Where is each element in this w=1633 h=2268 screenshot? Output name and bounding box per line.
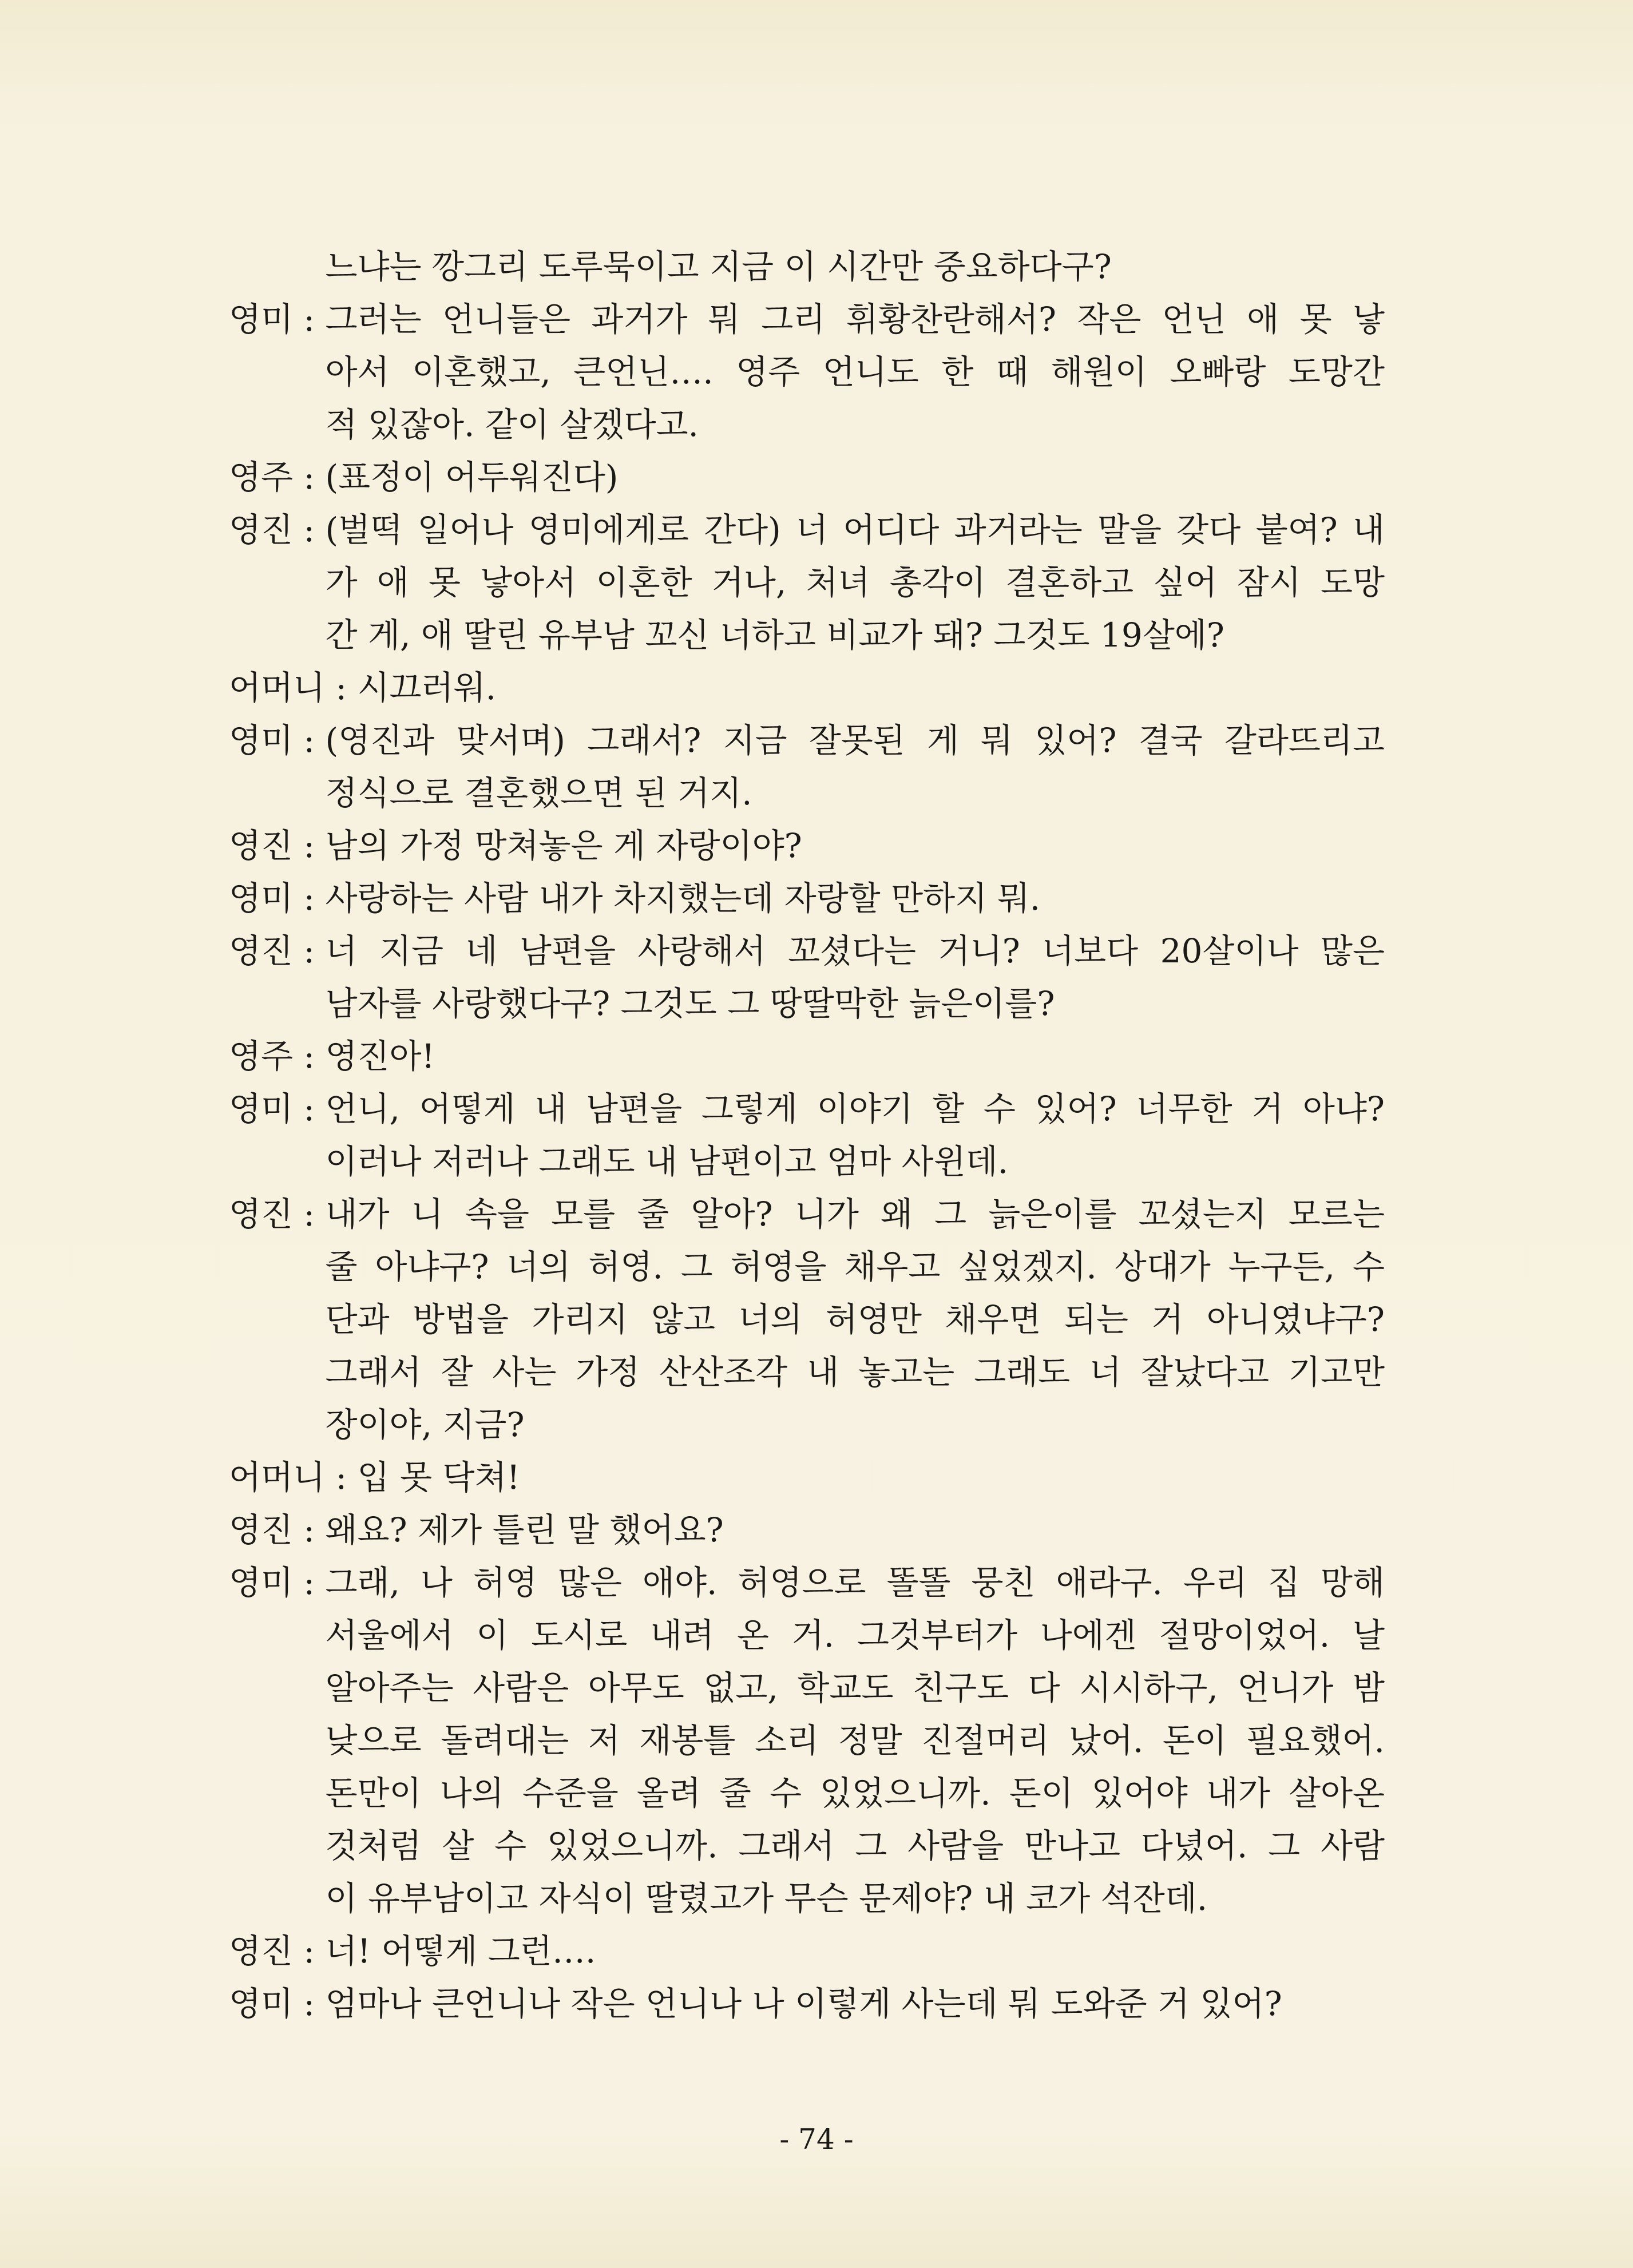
- dialogue-text: 사랑하는 사람 내가 차지했는데 자랑할 만하지 뭐.: [325, 879, 1041, 918]
- speaker-label: 영진 :: [229, 931, 326, 970]
- script-line: [229, 503, 1385, 556]
- dialogue-text: 아서 이혼했고, 큰언닌…. 영주 언니도 한 때 해원이 오빠랑 도망간: [325, 352, 1385, 391]
- speaker-label: 영진 :: [229, 510, 326, 549]
- script-line: [229, 1188, 1385, 1240]
- speaker-label: 어머니 :: [229, 1458, 358, 1497]
- dialogue-text: 언니, 어떻게 내 남편을 그렇게 이야기 할 수 있어? 너무한 거 아냐?: [325, 1089, 1385, 1128]
- dialogue-text: 그래서 잘 사는 가정 산산조각 내 놓고는 그래도 너 잘났다고 기고만: [325, 1353, 1385, 1391]
- dialogue-text: 적 있잖아. 같이 살겠다고.: [325, 405, 699, 444]
- dialogue-text: 영진아!: [325, 1037, 435, 1076]
- dialogue-text: 서울에서 이 도시로 내려 온 거. 그것부터가 나에겐 절망이었어. 날: [325, 1616, 1385, 1655]
- script-line: [229, 1451, 1385, 1504]
- script-line: [229, 1977, 1385, 2030]
- script-line: [229, 1872, 1385, 1925]
- script-line: [229, 819, 1385, 872]
- dialogue-text: 이러나 저러나 그래도 내 남편이고 엄마 사윈데.: [325, 1142, 1009, 1181]
- dialogue-text: 남자를 사랑했다구? 그것도 그 땅딸막한 늙은이를?: [325, 984, 1055, 1023]
- script-line: [229, 1714, 1385, 1767]
- script-line: [229, 767, 1385, 819]
- dialogue-text: 것처럼 살 수 있었으니까. 그래서 그 사람을 만나고 다녔어. 그 사람: [325, 1826, 1385, 1865]
- dialogue-text: 그래, 나 허영 많은 애야. 허영으로 똘똘 뭉친 애라구. 우리 집 망해: [325, 1563, 1385, 1602]
- dialogue-text: 장이야, 지금?: [325, 1405, 525, 1444]
- script-line: [229, 1609, 1385, 1662]
- dialogue-text: 남의 가정 망쳐놓은 게 자랑이야?: [325, 826, 802, 865]
- dialogue-text: 줄 아냐구? 너의 허영. 그 허영을 채우고 싶었겠지. 상대가 누구든, 수: [325, 1247, 1385, 1286]
- script-line: [229, 872, 1385, 925]
- script-line: [229, 661, 1385, 714]
- speaker-label: 영미 :: [229, 1089, 326, 1128]
- dialogue-text: 간 게, 애 딸린 유부남 꼬신 너하고 비교가 돼? 그것도 19살에?: [325, 616, 1224, 655]
- script-line: [229, 1662, 1385, 1714]
- dialogue-text: 시끄러워.: [357, 668, 497, 707]
- speaker-label: 영미 :: [229, 721, 326, 760]
- speaker-label: 영주 :: [229, 1037, 326, 1076]
- script-line: [229, 1925, 1385, 1977]
- script-line: [229, 1030, 1385, 1083]
- dialogue-text: 그러는 언니들은 과거가 뭐 그리 휘황찬란해서? 작은 언닌 애 못 낳: [325, 300, 1385, 339]
- speaker-label: 영미 :: [229, 300, 326, 339]
- script-line: [229, 977, 1385, 1030]
- dialogue-text: 엄마나 큰언니나 작은 언니나 나 이렇게 사는데 뭐 도와준 거 있어?: [325, 1984, 1282, 2023]
- script-line: [229, 451, 1385, 503]
- script-line: [229, 1398, 1385, 1451]
- speaker-label: 영진 :: [229, 1510, 326, 1549]
- script-line: [229, 925, 1385, 977]
- speaker-label: 영진 :: [229, 826, 326, 865]
- dialogue-text: 단과 방법을 가리지 않고 너의 허영만 채우면 되는 거 아니였냐구?: [325, 1300, 1385, 1339]
- script-body: [229, 240, 1385, 2030]
- dialogue-text: (영진과 맞서며) 그래서? 지금 잘못된 게 뭐 있어? 결국 갈라뜨리고: [325, 721, 1385, 760]
- script-line: [229, 609, 1385, 661]
- script-line: [229, 293, 1385, 346]
- dialogue-text: 가 애 못 낳아서 이혼한 거나, 처녀 총각이 결혼하고 싶어 잠시 도망: [325, 563, 1385, 602]
- script-line: [229, 1346, 1385, 1398]
- dialogue-text: 낮으로 돌려대는 저 재봉틀 소리 정말 진절머리 났어. 돈이 필요했어.: [325, 1721, 1385, 1760]
- script-line: [229, 1556, 1385, 1609]
- dialogue-text: (벌떡 일어나 영미에게로 간다) 너 어디다 과거라는 말을 갖다 붙여? 내: [325, 510, 1385, 549]
- script-line: [229, 346, 1385, 398]
- script-line: [229, 556, 1385, 609]
- dialogue-text: 느냐는 깡그리 도루묵이고 지금 이 시간만 중요하다구?: [325, 247, 1112, 286]
- script-line: [229, 1819, 1385, 1872]
- script-line: [229, 1293, 1385, 1346]
- speaker-label: 영진 :: [229, 1195, 326, 1234]
- script-line: [229, 398, 1385, 451]
- script-line: [229, 1240, 1385, 1293]
- dialogue-text: 너! 어떻게 그런….: [325, 1932, 596, 1970]
- speaker-label: 영미 :: [229, 1984, 326, 2023]
- speaker-label: 영진 :: [229, 1932, 326, 1970]
- script-line: [229, 1767, 1385, 1819]
- dialogue-text: 입 못 닥쳐!: [357, 1458, 520, 1497]
- dialogue-text: 너 지금 네 남편을 사랑해서 꼬셨다는 거니? 너보다 20살이나 많은: [325, 931, 1385, 970]
- speaker-label: 영미 :: [229, 1563, 326, 1602]
- speaker-label: 영미 :: [229, 879, 326, 918]
- script-line: [229, 1135, 1385, 1188]
- script-line: [229, 714, 1385, 767]
- dialogue-text: (표정이 어두워진다): [325, 458, 619, 497]
- page-number: - 74 -: [779, 2123, 854, 2156]
- dialogue-text: 알아주는 사람은 아무도 없고, 학교도 친구도 다 시시하구, 언니가 밤: [325, 1668, 1385, 1707]
- script-line: [229, 1083, 1385, 1135]
- dialogue-text: 왜요? 제가 틀린 말 했어요?: [325, 1510, 724, 1549]
- script-line: [229, 240, 1385, 293]
- dialogue-text: 이 유부남이고 자식이 딸렸고가 무슨 문제야? 내 코가 석잔데.: [325, 1879, 1208, 1918]
- dialogue-text: 돈만이 나의 수준을 올려 줄 수 있었으니까. 돈이 있어야 내가 살아온: [325, 1774, 1385, 1813]
- script-line: [229, 1504, 1385, 1556]
- speaker-label: 어머니 :: [229, 668, 358, 707]
- dialogue-text: 내가 니 속을 모를 줄 알아? 니가 왜 그 늙은이를 꼬셨는지 모르는: [325, 1195, 1385, 1234]
- speaker-label: 영주 :: [229, 458, 326, 497]
- dialogue-text: 정식으로 결혼했으면 된 거지.: [325, 774, 752, 812]
